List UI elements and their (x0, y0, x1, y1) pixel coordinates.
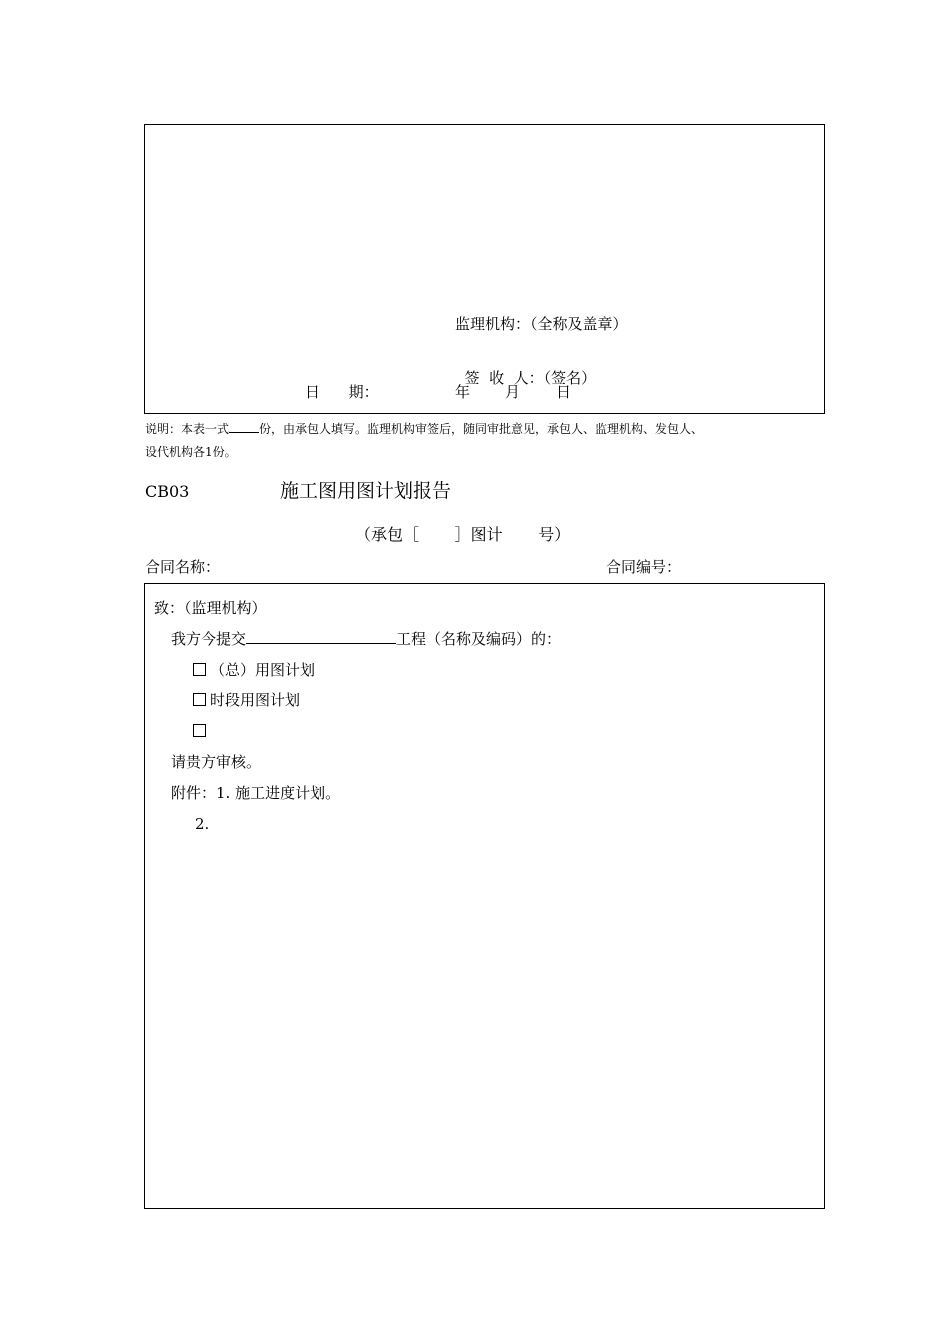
to-line: 致：（监理机构） (154, 599, 267, 617)
date-year: 年 (455, 383, 471, 401)
submit-line (171, 629, 561, 649)
form-code: CB03 (145, 482, 190, 501)
option-label: 时段用图计划 (210, 691, 301, 709)
option-other[interactable] (193, 721, 210, 741)
checkbox-icon[interactable] (193, 693, 206, 706)
signer-row (455, 348, 596, 388)
attachment-label: 附件： (171, 784, 217, 802)
supervisor-org-hint: （全称及盖章） (530, 315, 628, 333)
date-label: 日 期： (305, 383, 379, 401)
checkbox-icon[interactable] (193, 724, 206, 737)
attachment-line-1 (171, 783, 340, 803)
checkbox-icon[interactable] (193, 663, 206, 676)
form-title: 施工图用图计划报告 (280, 480, 452, 502)
supervisor-org-label: 监理机构： (455, 315, 531, 333)
attachment-item-2: 2. (195, 815, 210, 833)
option-label: （总）用图计划 (210, 661, 316, 679)
note-line2: 设代机构各1份。 (145, 445, 237, 459)
submit-suffix: 工程（名称及编码）的： (396, 630, 562, 648)
copies-blank[interactable] (229, 418, 259, 433)
contract-number-label: 合同编号： (606, 558, 682, 576)
option-period-plan[interactable] (193, 690, 300, 710)
attachment-item-1: 1. 施工进度计划。 (216, 784, 341, 802)
request-line: 请贵方审核。 (171, 753, 262, 771)
date-day: 日 (556, 383, 572, 401)
contract-name-label: 合同名称： (145, 558, 221, 576)
note-part1: 说明：本表一式 (145, 422, 230, 436)
date-month: 月 (505, 383, 521, 401)
form-number: （承包［ ］图计 号） (355, 525, 571, 544)
note-part2: 份，由承包人填写。监理机构审签后，随同审批意见，承包人、监理机构、发包人、 (259, 422, 704, 436)
option-total-plan[interactable] (193, 660, 315, 680)
project-name-blank[interactable] (246, 629, 396, 644)
submit-prefix: 我方今提交 (171, 630, 247, 648)
signer-hint: （签名） (543, 369, 597, 387)
signer-label: 签 收 人： (464, 369, 544, 387)
supervisor-org-row (455, 314, 628, 334)
form-note (145, 418, 703, 438)
